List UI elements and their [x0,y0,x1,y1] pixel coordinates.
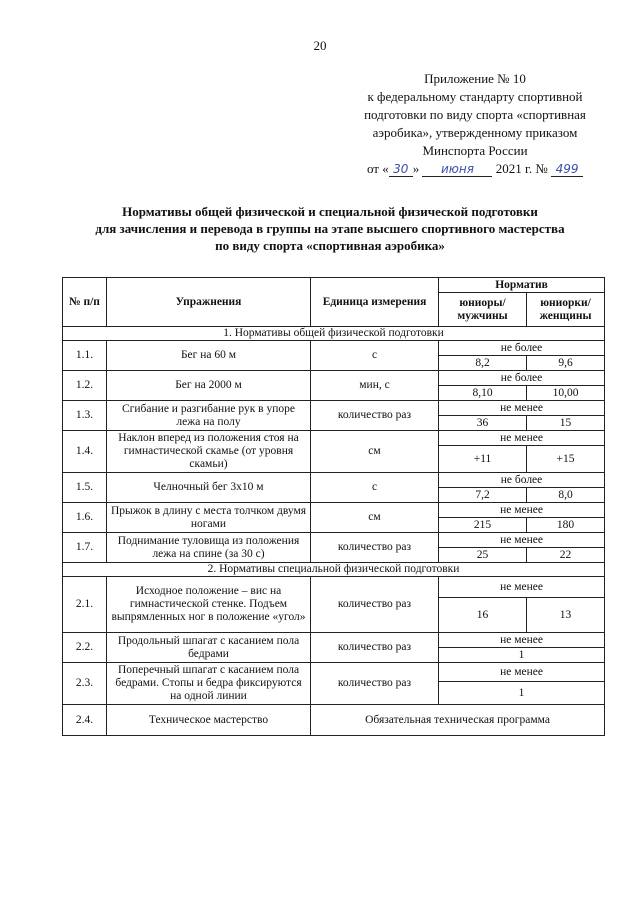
row-exercise: Наклон вперед из положения стоя на гимнастической скамье (от уровня скамьи) [107,431,311,473]
value-women: 13 [527,598,605,633]
row-number: 1.5. [63,473,107,503]
header-unit: Единица измерения [311,278,439,327]
row-condition: не менее [439,663,605,682]
row-number: 2.4. [63,705,107,736]
appendix-line: Минспорта России [422,143,528,158]
row-exercise: Прыжок в длину с места толчком двумя ногами [107,503,311,533]
row-unit: количество раз [311,533,439,563]
table-row [63,705,605,736]
title-line: для зачисления и перевода в группы на этапе высшего спортивного мастерства [95,221,565,236]
table-row [63,371,605,386]
value-women: 10,00 [527,386,605,401]
row-number: 2.2. [63,633,107,663]
row-number: 2.3. [63,663,107,705]
value-men: +11 [439,446,527,473]
header-juniors-women: юниорки/ женщины [527,293,605,327]
row-condition: не менее [439,503,605,518]
row-exercise: Поперечный шпагат с касанием пола бедрами. Стопы и бедра фиксируются на одной линии [107,663,311,705]
order-year: 2021 г. № [495,161,548,176]
order-date-line [330,160,620,178]
header-juniors-men: юниоры/ мужчины [439,293,527,327]
value-women: +15 [527,446,605,473]
row-condition: не менее [439,633,605,648]
row-exercise: Челночный бег 3х10 м [107,473,311,503]
appendix-title: Приложение № 10 [424,71,526,86]
value-men: 8,10 [439,386,527,401]
appendix-line: подготовки по виду спорта «спортивная [364,107,586,122]
value-men: 36 [439,416,527,431]
row-condition: не более [439,371,605,386]
row-unit: см [311,431,439,473]
handwritten-day: 30 [389,162,413,177]
row-number: 1.7. [63,533,107,563]
row-unit: с [311,341,439,371]
appendix-block [330,70,620,178]
table-row [63,533,605,548]
value-women: 180 [527,518,605,533]
row-condition: не более [439,341,605,356]
order-prefix: от « [366,161,389,176]
row-unit: мин, с [311,371,439,401]
value-women: 9,6 [527,356,605,371]
norms-table [62,277,605,736]
row-exercise: Поднимание туловища из положения лежа на спине (за 30 с) [107,533,311,563]
table-row [63,633,605,648]
value-women: 15 [527,416,605,431]
row-number: 1.3. [63,401,107,431]
order-quote: » [412,161,420,176]
row-program: Обязательная техническая программа [311,705,605,736]
value-men: 7,2 [439,488,527,503]
row-unit: количество раз [311,401,439,431]
handwritten-month: июня [422,162,492,177]
row-number: 1.6. [63,503,107,533]
value-men: 25 [439,548,527,563]
row-exercise: Бег на 60 м [107,341,311,371]
row-condition: не менее [439,577,605,598]
header-row [63,278,605,293]
table-row [63,663,605,682]
appendix-line: к федеральному стандарту спортивной [367,89,583,104]
row-number: 2.1. [63,577,107,633]
title-line: Нормативы общей физической и специальной физической подготовки [122,204,538,219]
handwritten-order-number: 499 [551,162,583,177]
row-exercise: Техническое мастерство [107,705,311,736]
value-women: 22 [527,548,605,563]
row-unit: количество раз [311,663,439,705]
row-number: 1.2. [63,371,107,401]
section-title: 1. Нормативы общей физической подготовки [63,327,605,341]
section-title: 2. Нормативы специальной физической подготовки [63,563,605,577]
row-exercise: Продольный шпагат с касанием пола бедрами [107,633,311,663]
table-row [63,577,605,598]
value-both: 1 [439,648,605,663]
row-number: 1.1. [63,341,107,371]
row-condition: не менее [439,533,605,548]
table-row [63,401,605,416]
header-norm: Норматив [439,278,605,293]
value-men: 8,2 [439,356,527,371]
row-unit: количество раз [311,633,439,663]
header-num: № п/п [63,278,107,327]
row-number: 1.4. [63,431,107,473]
row-exercise: Сгибание и разгибание рук в упоре лежа на полу [107,401,311,431]
page-number: 20 [313,38,327,53]
row-condition: не менее [439,431,605,446]
table-row [63,473,605,488]
document-title [40,203,620,254]
row-exercise: Исходное положение – вис на гимнастической стенке. Подъем выпрямленных ног в положение «угол» [107,577,311,633]
value-both: 1 [439,682,605,705]
table-row [63,431,605,446]
row-condition: не менее [439,401,605,416]
title-line: по виду спорта «спортивная аэробика» [215,238,445,253]
section-row [63,563,605,577]
row-exercise: Бег на 2000 м [107,371,311,401]
appendix-line: аэробика», утвержденному приказом [372,125,578,140]
value-men: 16 [439,598,527,633]
row-unit: с [311,473,439,503]
header-exercise: Упражнения [107,278,311,327]
row-unit: см [311,503,439,533]
table-row [63,503,605,518]
row-condition: не более [439,473,605,488]
section-row [63,327,605,341]
value-men: 215 [439,518,527,533]
table-row [63,341,605,356]
value-women: 8,0 [527,488,605,503]
row-unit: количество раз [311,577,439,633]
